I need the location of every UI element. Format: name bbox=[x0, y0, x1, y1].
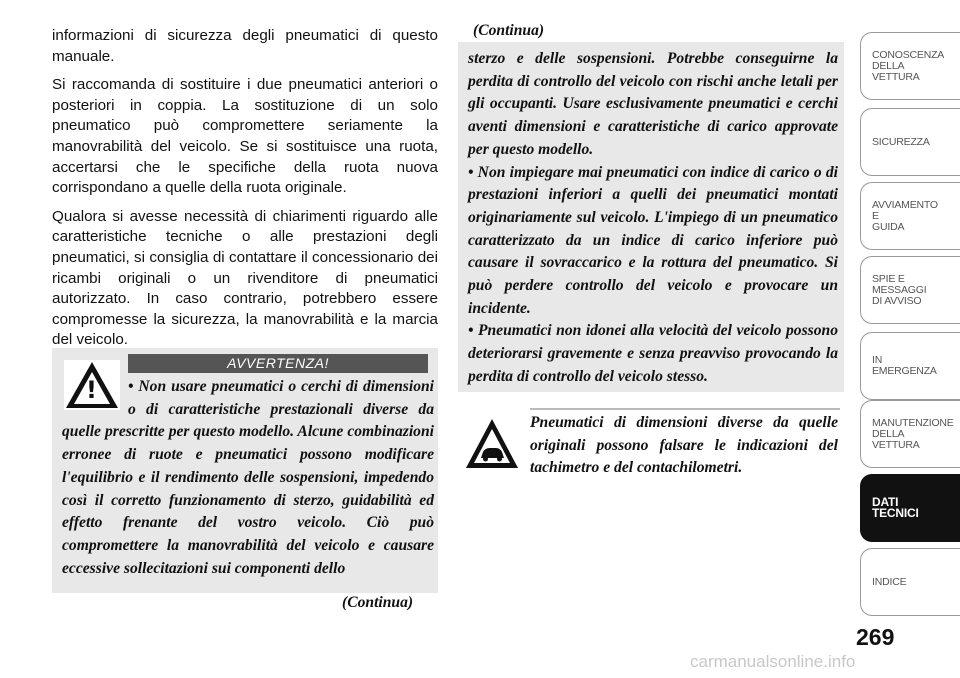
car-triangle-icon bbox=[464, 416, 520, 472]
tab-spie-e-messaggi[interactable]: SPIE E MESSAGGI DI AVVISO bbox=[860, 256, 960, 324]
continua-label: (Continua) bbox=[342, 594, 414, 611]
note-divider bbox=[530, 408, 840, 410]
warning-heading: AVVERTENZA! bbox=[227, 355, 329, 371]
tab-indice[interactable]: INDICE bbox=[860, 548, 960, 616]
left-column bbox=[52, 26, 438, 359]
body-paragraph: Si raccomanda di sostituire i due pneumatici anteriori o posteriori in coppia. La sostituzione di un solo pneumatico può compromettere seriamente la manovrabilità del veicolo. Se si sostituisce una ruota, accertarsi che le specifiche della ruota nuova corrispondano a quelle della ruota originale. bbox=[52, 76, 438, 197]
body-paragraph: Qualora si avesse necessità di chiarimenti riguardo alle caratteristiche tecniche o alle prestazioni degli pneumatici, si consiglia di contattare il concessionario dei ricambi originali o un rivenditore di pneumatici autorizzato. In caso contrario, potrebbero essere compromesse la sicurezza, la manovrabilità e la marcia del veicolo. bbox=[52, 207, 438, 349]
note-text: Pneumatici di dimensioni diverse da quelle originali possono falsare le indicazioni del tachimetro e del contachilometri. bbox=[530, 414, 838, 477]
warning-box-continued bbox=[458, 42, 844, 392]
tab-dati-tecnici[interactable]: DATI TECNICI bbox=[860, 474, 960, 542]
warning-text: • Non usare pneumatici o cerchi di dimensioni o di caratteristiche prestazionali diverse da quelle prescritte per questo modello. Alcune combinazioni erronee di ruote e pneumatici possono modificare l'equilibrio e il rendimento delle sospensioni, impedendo così il corretto funzionamento di sterzo, guidabilità ed effetto frenante del vostro veicolo. Ciò può compromettere la manovrabilità del veicolo e causare eccessive sollecitazioni sui componenti dello bbox=[62, 378, 434, 577]
tab-sicurezza[interactable]: SICUREZZA bbox=[860, 108, 960, 176]
warning-heading-bar bbox=[128, 354, 428, 373]
continua-label: (Continua) bbox=[473, 22, 545, 39]
tab-avviamento-e-guida[interactable]: AVVIAMENTO E GUIDA bbox=[860, 182, 960, 250]
tab-manutenzione-della-vettura[interactable]: MANUTENZIONE DELLA VETTURA bbox=[860, 400, 960, 468]
body-paragraph: informazioni di sicurezza degli pneumatici di questo manuale. bbox=[52, 27, 438, 65]
warning-text-continued: sterzo e delle sospensioni. Potrebbe conseguirne la perdita di controllo del veicolo con rischi anche letali per gli occupanti. Usare esclusivamente pneumatici e cerchi aventi dimensioni e caratteristiche di carico approvate per questo modello. • Non impiegare mai pneumatici con indice di carico o di prestazioni inferiori a quelli dei pneumatici montati originariamente sul veicolo. L'impiego di un pneumatico caratterizzato da un indice di carico inferiore può causare il sovraccarico e la rottura del pneumatico. Si può perdere controllo del veicolo e provocare un incidente. • Pneumatici non idonei alla velocità del veicolo possono deteriorarsi gravemente e senza preavviso provocando la perdita di controllo del veicolo stesso. bbox=[468, 50, 838, 385]
tab-in-emergenza[interactable]: IN EMERGENZA bbox=[860, 332, 960, 400]
page-number: 269 bbox=[856, 624, 895, 650]
vehicle-warning-icon bbox=[464, 416, 520, 472]
tab-conoscenza-della-vettura[interactable]: CONOSCENZA DELLA VETTURA bbox=[860, 32, 960, 100]
warning-box bbox=[52, 348, 438, 593]
watermark: carmanualsonline.info bbox=[690, 652, 856, 671]
warning-icon: ! bbox=[64, 360, 120, 410]
